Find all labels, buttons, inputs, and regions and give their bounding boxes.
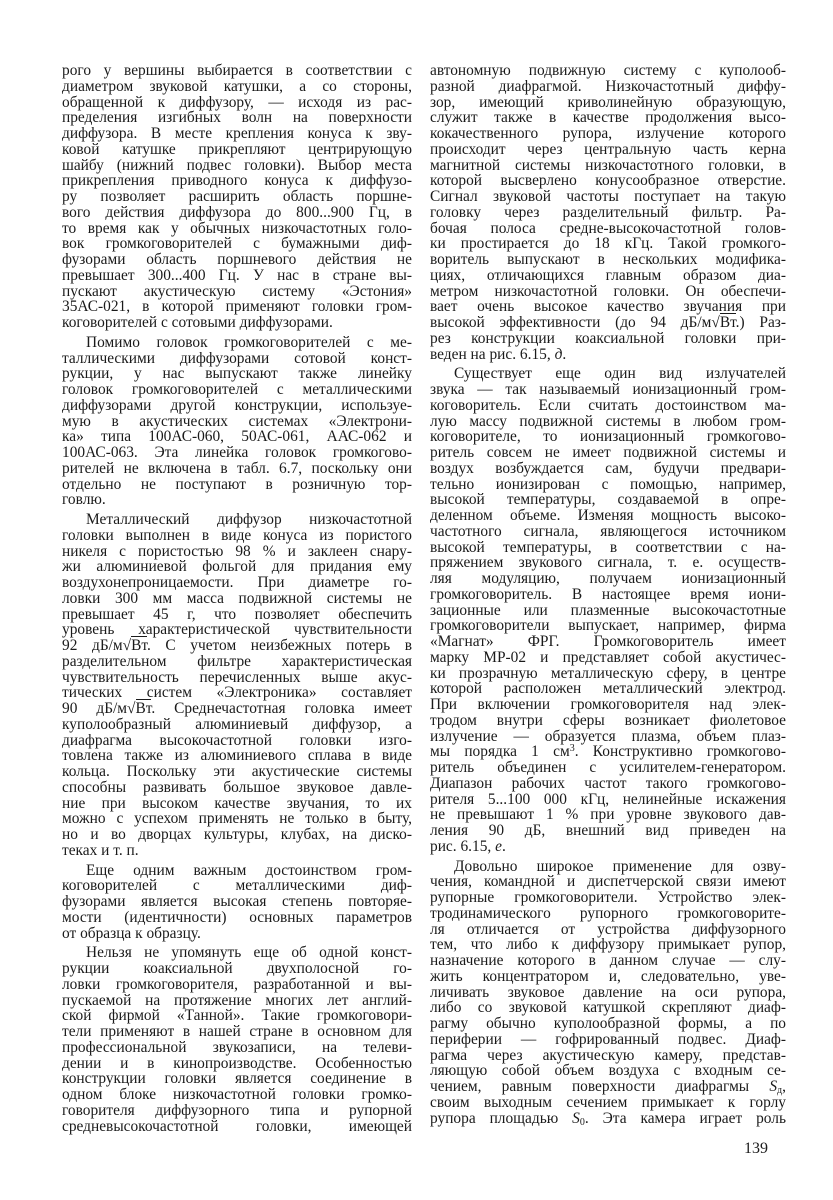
text-line: тродом внутри сферы возникает фиолетовое [430,711,786,729]
text-line: диффузора. В месте крепления конуса к зву- [62,125,412,142]
text-segment: . [562,345,567,363]
text-line: товлена также из алюминиевого сплава в виде [62,747,412,765]
radical-sign: √ [122,637,132,654]
text-segment: . Конструктивно громкогово- [574,743,786,761]
text-line: ки простирается до 18 кГц. Такой громкого- [430,235,786,253]
text-line: фузорами является высокая степень повторяе- [62,893,412,910]
text-line: тических систем «Электроника» составляет [62,684,412,702]
text-line: Помимо головок громкоговорителей с ме- [86,333,412,351]
text-line: излучение — образуется плазма, объем плаз- [430,727,786,745]
text-segment: е [495,837,502,855]
text-line: лую массу подвижной системы в любом гром- [430,412,786,430]
text-line: вого действия диффузора до 800...900 Гц, в [62,203,412,221]
paragraph [62,512,412,859]
text-line: которой расположен металлический электрод. [430,680,786,698]
text-line: теках и т. п. [62,841,139,859]
text-line: головки выполнен в виде конуса из пористого [62,526,412,544]
text-line: назначение которого в данном случае — слу- [430,952,786,969]
text-line: можно с успехом применять не только в быту, [62,810,412,828]
text-segment: д [554,345,563,363]
text-line: таллическими диффузорами сотовой конст- [62,349,412,367]
text-line: разной диафрагмой. Низкочастотный диффу- [430,77,786,95]
text-line: служит также в качестве продолжения высо- [430,109,786,127]
text-line: прикрепления приводного конуса к диффузо- [62,172,412,190]
text-column-left [62,63,412,1138]
text-line: ковой катушке прикрепляют центрирующую [62,140,412,158]
text-line: говорителя диффузорного типа и рупорной [62,1101,412,1119]
text-line: Существует еще один вид излучателей [454,365,786,383]
text-line: громкоговоритель. В настоящее время иони- [430,585,786,603]
text-line: ру позволяет расширить область поршне- [62,188,412,205]
text-line: марку МР-02 и представляет собой акустичес- [430,648,786,666]
text-line: либо со звуковой катушкой скрепляют диаф- [430,999,786,1017]
text-line [62,638,412,654]
text-line: происходит через центральную часть керна [430,140,786,158]
text-line: от образца к образцу. [62,924,201,942]
text-line: периферии — гофрированный подвес. Диаф- [430,1030,786,1048]
radical-sign: √ [711,314,720,331]
paragraph [62,335,412,508]
text-line: рагма через акустическую камеру, представ- [430,1046,786,1064]
text-line: конструкции головки является соединение в [62,1070,412,1088]
text-line: но и во дворцах культуры, клубах, на диско- [62,826,412,843]
text-line: 35АС-021, в которой применяют головки гром- [62,298,412,316]
text-line: Диапазон рабочих частот такого громкогово- [430,774,786,792]
text-segment: Вт [131,637,147,654]
text-line: головку через разделительный фильтр. Ра- [430,203,786,221]
text-line: рого у вершины выбирается в соответствии с [62,62,412,79]
text-line: то время как у обычных низкочастотных голо- [62,219,412,237]
text-line [62,701,412,717]
text-line: способны развивать большое звуковое давле- [62,778,412,796]
page-number: 139 [744,1140,768,1157]
paragraph [430,859,786,1127]
text-line: Еще одним важным достоинством гром- [86,861,412,879]
text-line [430,839,786,855]
text-line: диффузорами другой конструкции, используе- [62,396,412,414]
text-line: дении и в кинопроизводстве. Особенностью [62,1054,412,1072]
text-line: 100АС-063. Эта линейка головок громкогово- [62,444,412,461]
text-line: ловки 300 мм масса подвижной системы не [62,589,412,607]
text-line: пускаемой на протяжение многих лет англий- [62,991,412,1009]
text-line: мую в акустических системах «Электрони- [62,412,412,430]
text-line: звука — так называемый ионизационный гром- [430,381,786,398]
text-segment: 0 [579,1116,585,1128]
text-column-right [430,63,786,1130]
text-line: ляя модуляцию, получаем ионизационный [430,570,786,587]
text-line: кольца. Поскольку эти акустические системы [62,763,412,780]
text-line: средневысокочастотной головки, имеющей [62,1117,412,1135]
text-segment: веден на рис. 6.15, [430,345,555,363]
text-line [430,1079,786,1095]
text-line: ления 90 дБ, внешний вид приведен на [430,822,786,839]
text-line: частотного сигнала, являющегося источником [430,522,786,540]
text-segment: S [769,1078,778,1095]
text-line: тельно ионизирован с помощью, например, [430,475,786,493]
text-line: головок громкоговорителей с металлическими [62,381,412,398]
text-line: громкоговорители выпускает, например, фирма [430,617,786,635]
text-line: превышает 300...400 Гц. У нас в стране вы- [62,266,412,284]
text-line: обращенной к диффузору, — исходя из рас- [62,93,412,111]
text-line: рагму обычно куполообразной формы, а по [430,1015,786,1032]
text-line: рителей не включена в табл. 6.7, поскольку они [62,459,412,477]
text-segment: , [782,1078,786,1095]
text-line: рукции коаксиальной двухполосной го- [62,960,412,977]
text-line [430,315,786,331]
text-segment: 90 дБ/м [62,700,128,717]
text-line: фузорами область поршневого действия не [62,251,412,268]
text-line: ской фирмой «Танной». Такие громкоговори- [62,1007,412,1025]
text-segment: Вт [135,700,152,717]
text-line: «Магнат» ФРГ. Громкоговоритель имеет [430,633,786,650]
text-line [430,347,786,363]
text-line: рукции, у нас выпускают также линейку [62,365,412,383]
text-line: магнитной системы низкочастотного головки, в [430,156,786,174]
text-line: воздухонепроницаемости. При диаметре го- [62,574,412,591]
text-line: вает очень высокое качество звучания при [430,298,786,316]
text-segment: рис. 6.15, [430,837,496,855]
text-line: зор, имеющий криволинейную образующую, [430,93,786,111]
text-line: При включении громкоговорителя над элек- [430,696,786,713]
text-line: Нельзя не упомянуть еще об одной конст- [86,944,412,962]
text-line: рителя 5...100 000 кГц, нелинейные искажения [430,790,786,808]
text-line: циях, отличающихся главным образом диа- [430,266,786,284]
text-line: своим выходным сечением примыкает к горлу [430,1093,786,1111]
text-line: мости (идентичности) основных параметров [62,908,412,926]
text-line: Сигнал звуковой частоты поступает на такую [430,188,786,205]
text-line: деленном объеме. Изменяя мощность высоко- [430,507,786,524]
text-line: профессиональной звукозаписи, на телеви- [62,1038,412,1056]
text-line: тели применяют в нашей стране в основном для [62,1023,412,1040]
text-line: куполообразный алюминиевый диффузор, а [62,715,412,733]
text-line: диафрагма высокочастотной головки изго- [62,731,412,749]
text-segment: 3 [569,743,575,755]
text-line: чения, командной и диспетчерской связи имеют [430,873,786,891]
text-line: вок громкоговорителей с бумажными диф- [62,235,412,253]
text-line: тем, что либо к диффузору примыкает рупор, [430,936,786,954]
text-line: ля отличается от устройства диффузорного [430,920,786,938]
text-line: зационные или плазменные высокочастотные [430,601,786,619]
text-line: коговорителе, то ионизационный громкогово- [430,428,786,446]
text-line: ритель объединен с усилителем-генератором. [430,759,786,776]
text-line: пряжением звукового сигнала, т. е. осуществ- [430,554,786,572]
text-line: тродинамического рупорного громкоговорите- [430,904,786,922]
paragraph [430,366,786,854]
text-line: ние при высоком качестве звучания, то их [62,794,412,812]
text-segment: чением, равным поверхности диафрагмы [430,1078,770,1095]
text-line: разделительном фильтре характеристическая [62,652,412,670]
text-segment: мы порядка 1 см [430,743,570,761]
text-line: жи алюминиевой фольгой для придания ему [62,558,412,576]
text-segment: . Среднечастотная головка имеет [151,700,412,717]
text-segment: S [572,1109,580,1127]
text-line: диаметром звуковой катушки, а со стороны, [62,77,412,95]
text-line: коговорителей с сотовыми диффузорами. [62,314,333,331]
text-line [430,1111,786,1127]
text-line: говлю. [62,491,106,509]
text-line: Довольно широкое применение для озву- [454,857,786,875]
text-line: пускают акустическую систему «Эстония» [62,282,412,300]
text-line: пределения изгибных волн на поверхности [62,109,412,127]
text-line: высокой температуры, в соответствии с на- [430,538,786,556]
text-line: метром низкочастотной головки. Он обеспечи- [430,282,786,300]
text-line: коговорителей с металлическими диф- [62,877,412,895]
text-line: которой высверлено конусообразное отверстие. [430,172,786,190]
text-segment: д [777,1085,783,1096]
text-line: личивать звуковое давление на оси рупора, [430,983,786,1001]
text-line: кокачественного рупора, излучение которого [430,125,786,142]
text-line: чувствительность перечисленных выше акус- [62,668,412,686]
paragraph [62,863,412,942]
text-line: рупорные громкоговорители. Устройство элек- [430,889,786,906]
radical-sign: √ [127,700,136,717]
text-line: уровень характеристической чувствительности [62,621,412,639]
text-line: отдельно не поступают в розничную тор- [62,475,412,493]
text-line: воритель выпускают в нескольких модифика- [430,251,786,268]
paragraph [430,63,786,362]
text-segment: . С учетом неизбежных потерь в [146,637,412,654]
text-line: ки прозрачную металлическую сферу, в центре [430,664,786,682]
text-segment: 92 дБ/м [62,637,123,654]
text-line: жить концентратором и, следовательно, уве- [430,967,786,985]
text-line: ляющую собой объем воздуха с входным се- [430,1062,786,1080]
text-line: ка» типа 100АС-060, 50АС-061, ААС-062 и [62,428,412,446]
text-line: ловки громкоговорителя, разработанной и вы- [62,975,412,993]
paragraph [62,63,412,331]
text-segment: . [501,837,506,855]
text-line: Металлический диффузор низкочастотной [86,511,412,528]
paragraph [62,945,412,1134]
text-line: рез конструкции коаксиальной головки при- [430,329,786,347]
text-segment: рупора площадью [430,1109,573,1127]
text-segment: Вт [719,314,736,331]
text-line: шайбу (нижний подвес головки). Выбор места [62,156,412,174]
text-line: высокой температуры, создаваемой в опре- [430,491,786,509]
text-line: воздух возбуждается сам, будучи предвари- [430,459,786,477]
text-line: коговоритель. Если считать достоинством ма- [430,396,786,414]
text-line: бочая полоса средне-высокочастотной голов- [430,219,786,237]
text-segment: .) Раз- [735,314,786,331]
text-line: превышает 45 г, что позволяет обеспечить [62,605,412,623]
text-line: автономную подвижную систему с куполооб- [430,62,786,79]
text-line [430,744,786,760]
text-line: ритель совсем не имеет подвижной системы и [430,444,786,461]
text-line: не превышают 1 % при уровне звукового дав- [430,806,786,824]
text-line: одном блоке низкочастотной головки громко- [62,1086,412,1103]
text-line: никеля с пористостью 98 % и заклеен снару- [62,542,412,560]
text-segment: высокой эффективности (до 94 дБ/м [430,314,712,331]
text-segment: . Эта камера играет роль [584,1109,786,1127]
